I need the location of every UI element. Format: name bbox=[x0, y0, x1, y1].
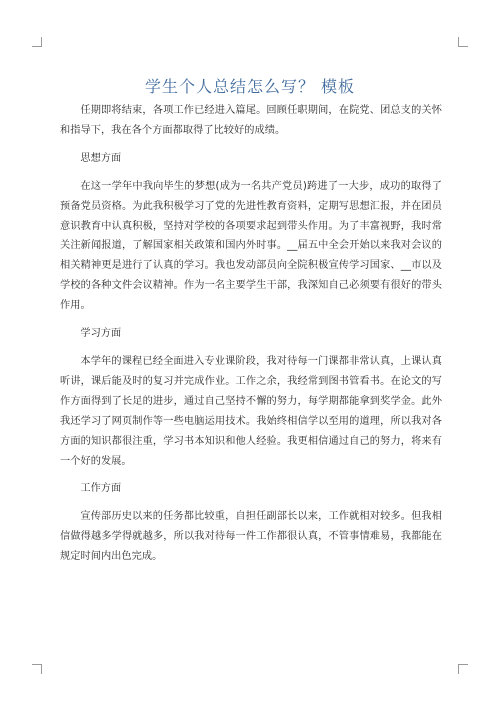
section-heading-work: 工作方面 bbox=[80, 483, 122, 495]
crop-mark-bottom-right bbox=[458, 664, 468, 674]
document-title: 学生个人总结怎么写？ 模板 bbox=[144, 76, 356, 96]
crop-mark-top-left bbox=[32, 37, 42, 47]
thought-paragraph: 在这一学年中我向毕生的梦想(成为一名共产党员)跨进了一大步，成功的取得了预备党员资格。为此我积极学习了党的先进性教育资料，定期写思想汇报，并在团员意识教育中认真积极，坚持对学校的各项要求起到带头作用。为了丰富视野，我时常关注新闻报道，了解国家相关政策和国内外时事。__届五中全会开始以来我对会议的相关精神更是进行了认真的学习。我也发动部员向全院积极宣传学习国家、__市以及学校的各种文件会议精神。作为一名主要学生干部，我深知自己必须要有很好的带头作用。 bbox=[60, 180, 442, 312]
section-heading-study: 学习方面 bbox=[80, 328, 122, 340]
study-paragraph: 本学年的课程已经全面进入专业课阶段，我对待每一门课都非常认真，上课认真听讲，课后能及时的复习并完成作业。工作之余，我经常到图书管看书。在论文的写作方面得到了长足的进步，通过自己坚持不懈的努力，每学期都能拿到奖学金。此外我还学习了网页制作等一些电脑运用技术。我始终相信学以至用的道理，所以我对各方面的知识都很注重，学习书本知识和他人经验。我更相信通过自己的努力，将来有一个好的发展。 bbox=[60, 355, 442, 467]
crop-mark-top-right bbox=[458, 37, 468, 47]
intro-paragraph: 任期即将结束，各项工作已经进入篇尾。回顾任职期间，在院党、团总支的关怀和指导下，我在各个方面都取得了比较好的成绩。 bbox=[60, 105, 442, 136]
work-paragraph: 宣传部历史以来的任务都比较重，自担任副部长以来，工作就相对较多。但我相信做得越多学得就越多，所以我对待每一件工作都很认真，不管事情难易，我都能在规定时间内出色完成。 bbox=[60, 511, 442, 563]
document-body bbox=[60, 101, 442, 575]
crop-mark-bottom-left bbox=[32, 664, 42, 674]
section-heading-thought: 思想方面 bbox=[80, 152, 122, 164]
